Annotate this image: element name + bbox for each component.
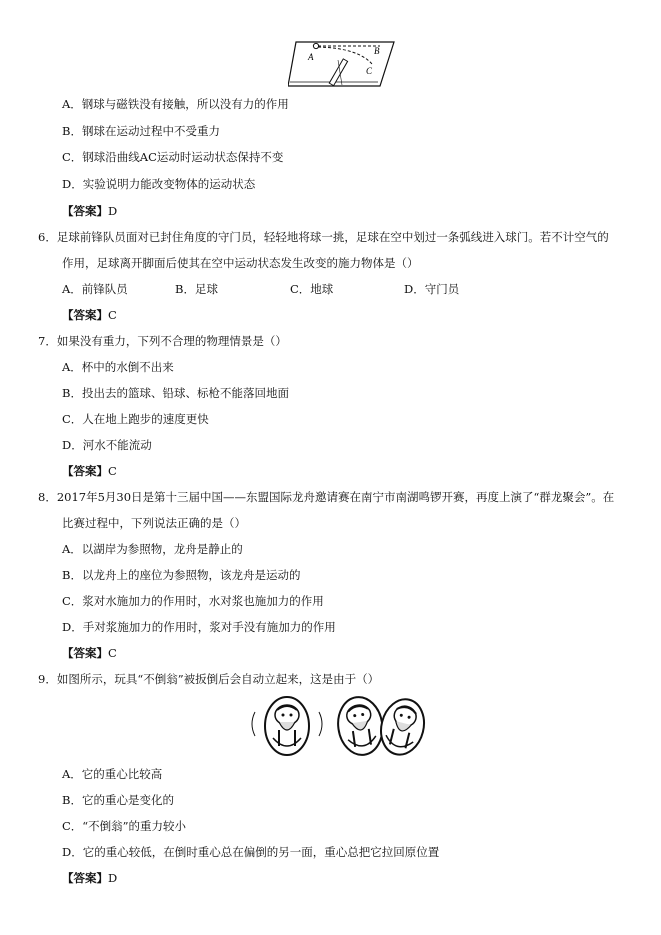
tumbler-center [334,694,386,756]
q5-option-a: A．钢球与磁铁没有接触，所以没有力的作用 [62,97,289,111]
q7-option-b: B．投出去的篮球、铅球、标枪不能落回地面 [62,386,289,400]
q7-stem: 7．如果没有重力，下列不合理的物理情景是（） [38,334,287,348]
q8-option-c: C．浆对水施加力的作用时，水对浆也施加力的作用 [62,594,324,608]
label-b: B [374,46,380,56]
q5-option-c: C．钢球沿曲线AC运动时运动状态保持不变 [62,150,284,164]
q7-option-a: A．杯中的水倒不出来 [62,360,174,374]
answer-value: C [108,646,117,660]
q6-option-d: D．守门员 [404,282,460,296]
q9-stem: 9．如图所示，玩具“不倒翁”被扳倒后会自动立起来，这是由于（） [38,672,380,686]
q9-option-b: B．它的重心是变化的 [62,793,174,807]
q6-option-b: B．足球 [175,282,218,296]
q8-stem-line1: 8．2017年5月30日是第十三届中国——东盟国际龙舟邀请赛在南宁市南湖鸣锣开赛，再度上演了“群龙聚会”。在 [38,490,615,504]
q6-option-a: A．前锋队员 [62,282,128,296]
q8-answer [62,646,117,660]
q8-option-b: B．以龙舟上的座位为参照物，该龙舟是运动的 [62,568,301,582]
q8-option-d: D．手对浆施加力的作用时，浆对手没有施加力的作用 [62,620,336,634]
q8-stem-line2: 比赛过程中，下列说法正确的是（） [62,516,246,530]
q6-stem-line1: 6．足球前锋队员面对已封住角度的守门员，轻轻地将球一挑，足球在空中划过一条弧线进入球门。若不计空气的 [38,230,609,244]
tumbler-upright [265,697,309,755]
tumbler-toy-figure [245,692,435,756]
q5-option-b: B．钢球在运动过程中不受重力 [62,124,220,138]
q7-option-d: D．河水不能流动 [62,438,152,452]
answer-tag: 【答案】 [62,308,108,322]
answer-tag: 【答案】 [62,871,108,885]
answer-tag: 【答案】 [62,464,108,478]
q6-option-c: C．地球 [290,282,334,296]
answer-value: D [108,871,118,885]
q9-option-a: A．它的重心比较高 [62,767,163,781]
answer-value: D [108,204,118,218]
answer-value: C [108,464,117,478]
label-c: C [366,66,373,76]
q9-answer [62,871,117,885]
tumbler-tilted [375,695,429,756]
q8-option-a: A．以湖岸为参照物，龙舟是静止的 [62,542,243,556]
answer-tag: 【答案】 [62,204,108,218]
q6-stem-line2: 作用，足球离开脚面后使其在空中运动状态发生改变的施力物体是（） [62,256,419,270]
magnet-ball-figure [288,38,396,90]
q6-answer [62,308,117,322]
q7-answer [62,464,117,478]
q7-option-c: C．人在地上跑步的速度更快 [62,412,209,426]
q5-answer [62,204,117,218]
answer-tag: 【答案】 [62,646,108,660]
label-a: A [308,52,314,62]
answer-value: C [108,308,117,322]
q9-option-d: D．它的重心较低，在倒时重心总在偏倒的另一面，重心总把它拉回原位置 [62,845,440,859]
q9-option-c: C．“不倒翁”的重力较小 [62,819,187,833]
q5-option-d: D．实验说明力能改变物体的运动状态 [62,177,256,191]
